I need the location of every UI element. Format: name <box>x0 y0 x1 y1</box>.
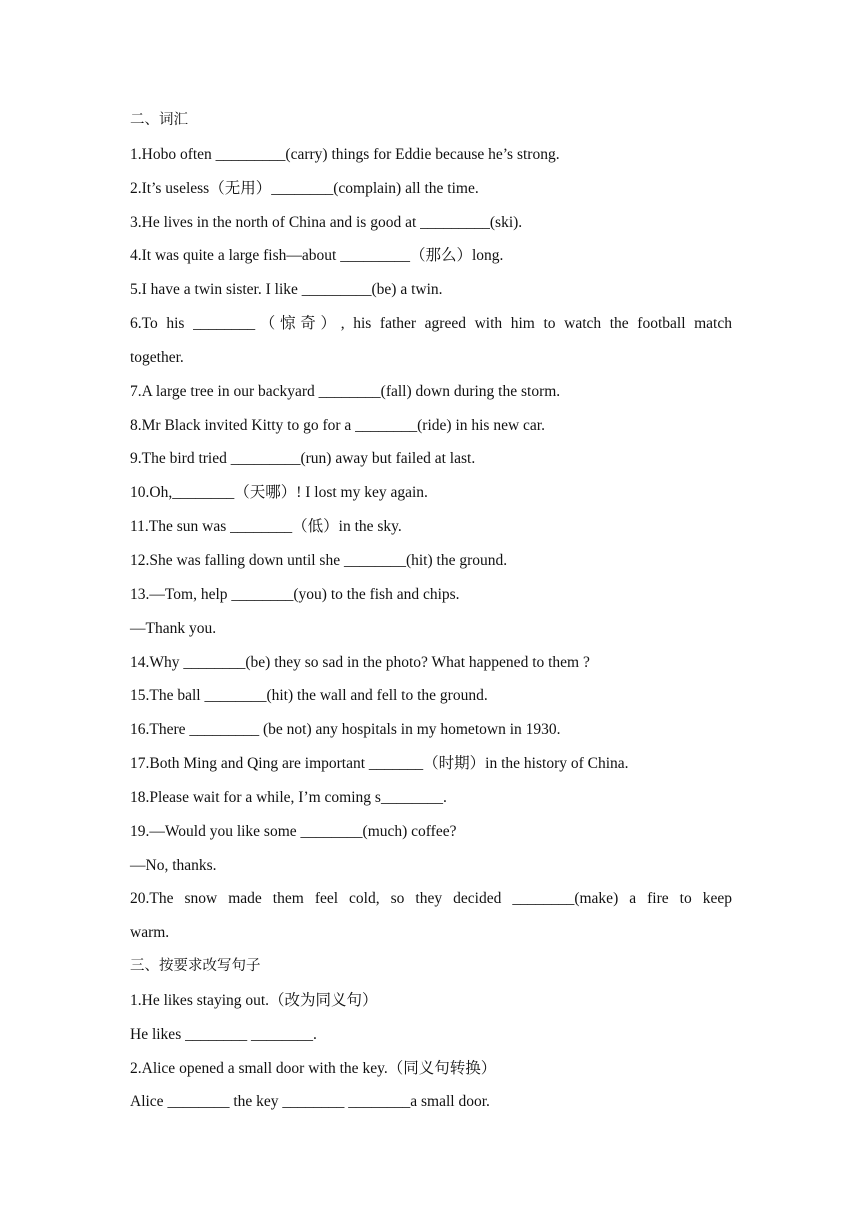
section-heading-rewrite: 三、按要求改写句子 <box>130 958 261 975</box>
rewrite-1-prompt: 1.He likes staying out.（改为同义句） <box>130 991 378 1009</box>
question-10: 10.Oh,________（天哪）! I lost my key again. <box>130 484 428 502</box>
worksheet-page <box>130 104 732 1119</box>
question-5: 5.I have a twin sister. I like _________(be) a twin. <box>130 281 443 299</box>
question-17: 17.Both Ming and Qing are important _______（时期）in the history of China. <box>130 755 629 773</box>
rewrite-2-answer: Alice ________ the key ________ ________a small door. <box>130 1093 490 1111</box>
question-19: 19.—Would you like some ________(much) coffee? <box>130 822 457 840</box>
question-14: 14.Why ________(be) they so sad in the photo? What happened to them ? <box>130 653 590 671</box>
question-13-reply: —Thank you. <box>130 619 217 637</box>
question-4: 4.It was quite a large fish—about _________（那么）long. <box>130 247 504 265</box>
question-7: 7.A large tree in our backyard ________(fall) down during the storm. <box>130 382 561 400</box>
question-2: 2.It’s useless（无用）________(complain) all the time. <box>130 179 479 197</box>
question-20-continued: warm. <box>130 924 170 942</box>
question-6-continued: together. <box>130 348 184 366</box>
question-18: 18.Please wait for a while, I’m coming s________. <box>130 788 447 806</box>
question-6: 6.To his ________（惊奇）, his father agreed with him to watch the football match <box>130 315 732 333</box>
question-3: 3.He lives in the north of China and is good at _________(ski). <box>130 213 523 231</box>
section-heading-vocabulary: 二、词汇 <box>130 112 188 128</box>
question-16: 16.There _________ (be not) any hospitals in my hometown in 1930. <box>130 721 561 739</box>
question-12: 12.She was falling down until she ________(hit) the ground. <box>130 551 508 569</box>
question-20: 20.The snow made them feel cold, so they decided ________(make) a fire to keep <box>130 890 732 908</box>
question-8: 8.Mr Black invited Kitty to go for a ________(ride) in his new car. <box>130 416 545 434</box>
question-9: 9.The bird tried _________(run) away but failed at last. <box>130 450 476 468</box>
question-19-reply: —No, thanks. <box>130 856 217 874</box>
question-1: 1.Hobo often _________(carry) things for Eddie because he’s strong. <box>130 145 560 163</box>
question-11: 11.The sun was ________（低）in the sky. <box>130 518 402 536</box>
question-13: 13.—Tom, help ________(you) to the fish and chips. <box>130 585 460 603</box>
rewrite-1-answer: He likes ________ ________. <box>130 1025 317 1043</box>
rewrite-2-prompt: 2.Alice opened a small door with the key.（同义句转换） <box>130 1059 497 1077</box>
question-15: 15.The ball ________(hit) the wall and fell to the ground. <box>130 687 488 705</box>
